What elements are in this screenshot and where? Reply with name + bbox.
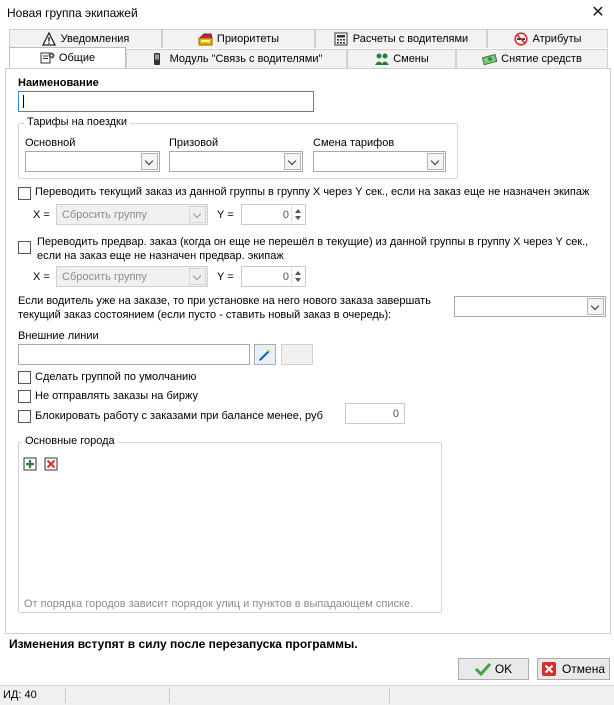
tab-label: Приоритеты [216,33,280,45]
transfer-prior-y-label: Y = [217,271,234,283]
tariffs-group-title: Тарифы на поездки [24,116,130,128]
clear-lines-button[interactable] [281,344,313,365]
cities-group [18,442,442,613]
transfer-prior-label-line2: если на заказ еще не назначен предвар. экипаж [37,250,284,262]
tab-driver-comm[interactable] [126,49,347,68]
chevron-down-icon[interactable] [141,153,158,170]
spinner-value: 0 [282,271,289,283]
default-group-checkbox[interactable] [18,371,31,384]
chevron-down-icon[interactable] [427,153,444,170]
tariff-main-label: Основной [25,137,76,149]
spinner-arrows-icon[interactable] [291,206,304,223]
check-icon [475,662,489,676]
people-icon [374,52,388,66]
busy-driver-label-line2: текущий заказ состоянием (если пусто - ставить новый заказ в очередь): [18,309,392,321]
text-caret [23,95,24,108]
chevron-down-icon[interactable] [189,268,206,285]
cities-group-title: Основные города [22,435,118,447]
status-separator [389,688,390,703]
tab-priorities[interactable] [162,29,315,48]
add-city-icon[interactable] [23,457,37,471]
cancel-label: Отмена [561,662,606,676]
status-separator [169,688,170,703]
transfer-prior-group-select[interactable] [56,266,208,287]
external-lines-input[interactable] [18,344,250,365]
restart-notice: Изменения вступят в силу после перезапуска программы. [9,637,358,651]
status-id: ИД: 40 [3,689,37,701]
select-value: Сбросить группу [62,271,147,283]
close-icon [542,662,556,676]
tariff-prize-select[interactable] [169,151,303,172]
no-smoking-icon [514,32,528,46]
cities-hint: От порядка городов зависит порядок улиц и пунктов в выпадающем списке. [24,598,414,610]
block-balance-checkbox[interactable] [18,410,31,423]
close-button[interactable]: ✕ [591,4,605,21]
select-value: Сбросить группу [62,209,147,221]
money-icon [482,52,496,66]
phone-icon [151,52,165,66]
tariff-change-label: Смена тарифов [313,137,395,149]
name-label: Наименование [18,77,99,89]
transfer-prior-x-label: X = [33,271,50,283]
spinner-value: 0 [282,209,289,221]
ok-button[interactable] [458,658,529,680]
balance-threshold-input[interactable] [345,403,405,424]
tab-withdrawal[interactable] [456,49,608,68]
no-exchange-checkbox[interactable] [18,390,31,403]
tab-label: Уведомления [60,33,130,45]
tab-label: Модуль "Связь с водителями" [169,53,323,65]
ok-label: OK [494,662,513,676]
chevron-down-icon[interactable] [284,153,301,170]
block-balance-label: Блокировать работу с заказами при балансе менее, руб [35,410,323,422]
transfer-current-checkbox[interactable] [18,187,31,200]
no-exchange-label: Не отправлять заказы на биржу [35,390,199,402]
tab-driver-settlements[interactable] [315,29,487,48]
tab-notifications[interactable] [9,29,162,48]
tab-label: Снятие средств [501,53,582,65]
tab-general[interactable] [9,47,126,68]
transfer-current-group-select[interactable] [56,204,208,225]
transfer-current-label: Переводить текущий заказ из данной группы в группу X через Y сек., если на заказ еще не назначен экипаж [35,186,590,198]
cancel-button[interactable] [537,658,610,680]
transfer-current-seconds-spinner[interactable] [241,204,306,225]
delete-city-icon[interactable] [44,457,58,471]
balance-threshold-value: 0 [392,408,399,420]
transfer-current-y-label: Y = [217,209,234,221]
tab-attributes[interactable] [487,29,608,48]
default-group-label: Сделать группой по умолчанию [35,371,197,383]
tariff-change-select[interactable] [313,151,446,172]
warning-icon [42,32,56,46]
transfer-current-x-label: X = [33,209,50,221]
busy-driver-state-select[interactable] [454,296,606,317]
name-input[interactable] [18,91,314,112]
status-bar [0,685,614,705]
settings-icon [40,51,54,65]
priority-icon [198,32,212,46]
busy-driver-label-line1: Если водитель уже на заказе, то при установке на него нового заказа завершать [18,295,431,307]
tariff-main-select[interactable] [25,151,160,172]
tariff-prize-label: Призовой [169,137,219,149]
calculator-icon [334,32,348,46]
tab-shifts[interactable] [347,49,456,68]
chevron-down-icon[interactable] [587,298,604,315]
tab-label: Атрибуты [532,33,582,45]
tab-label: Смены [393,53,429,65]
tab-label: Общие [58,52,96,64]
chevron-down-icon[interactable] [189,206,206,223]
tab-label: Расчеты с водителями [352,33,469,45]
window-title: Новая группа экипажей [7,6,138,20]
pencil-icon [258,348,272,362]
spinner-arrows-icon[interactable] [291,268,304,285]
status-separator [65,688,66,703]
edit-lines-button[interactable] [254,344,276,365]
transfer-prior-label-line1: Переводить предвар. заказ (когда он еще не перешёл в текущие) из данной группы в группу X через Y сек., [37,236,589,248]
transfer-prior-seconds-spinner[interactable] [241,266,306,287]
transfer-prior-checkbox[interactable] [18,241,31,254]
external-lines-label: Внешние линии [18,330,99,342]
